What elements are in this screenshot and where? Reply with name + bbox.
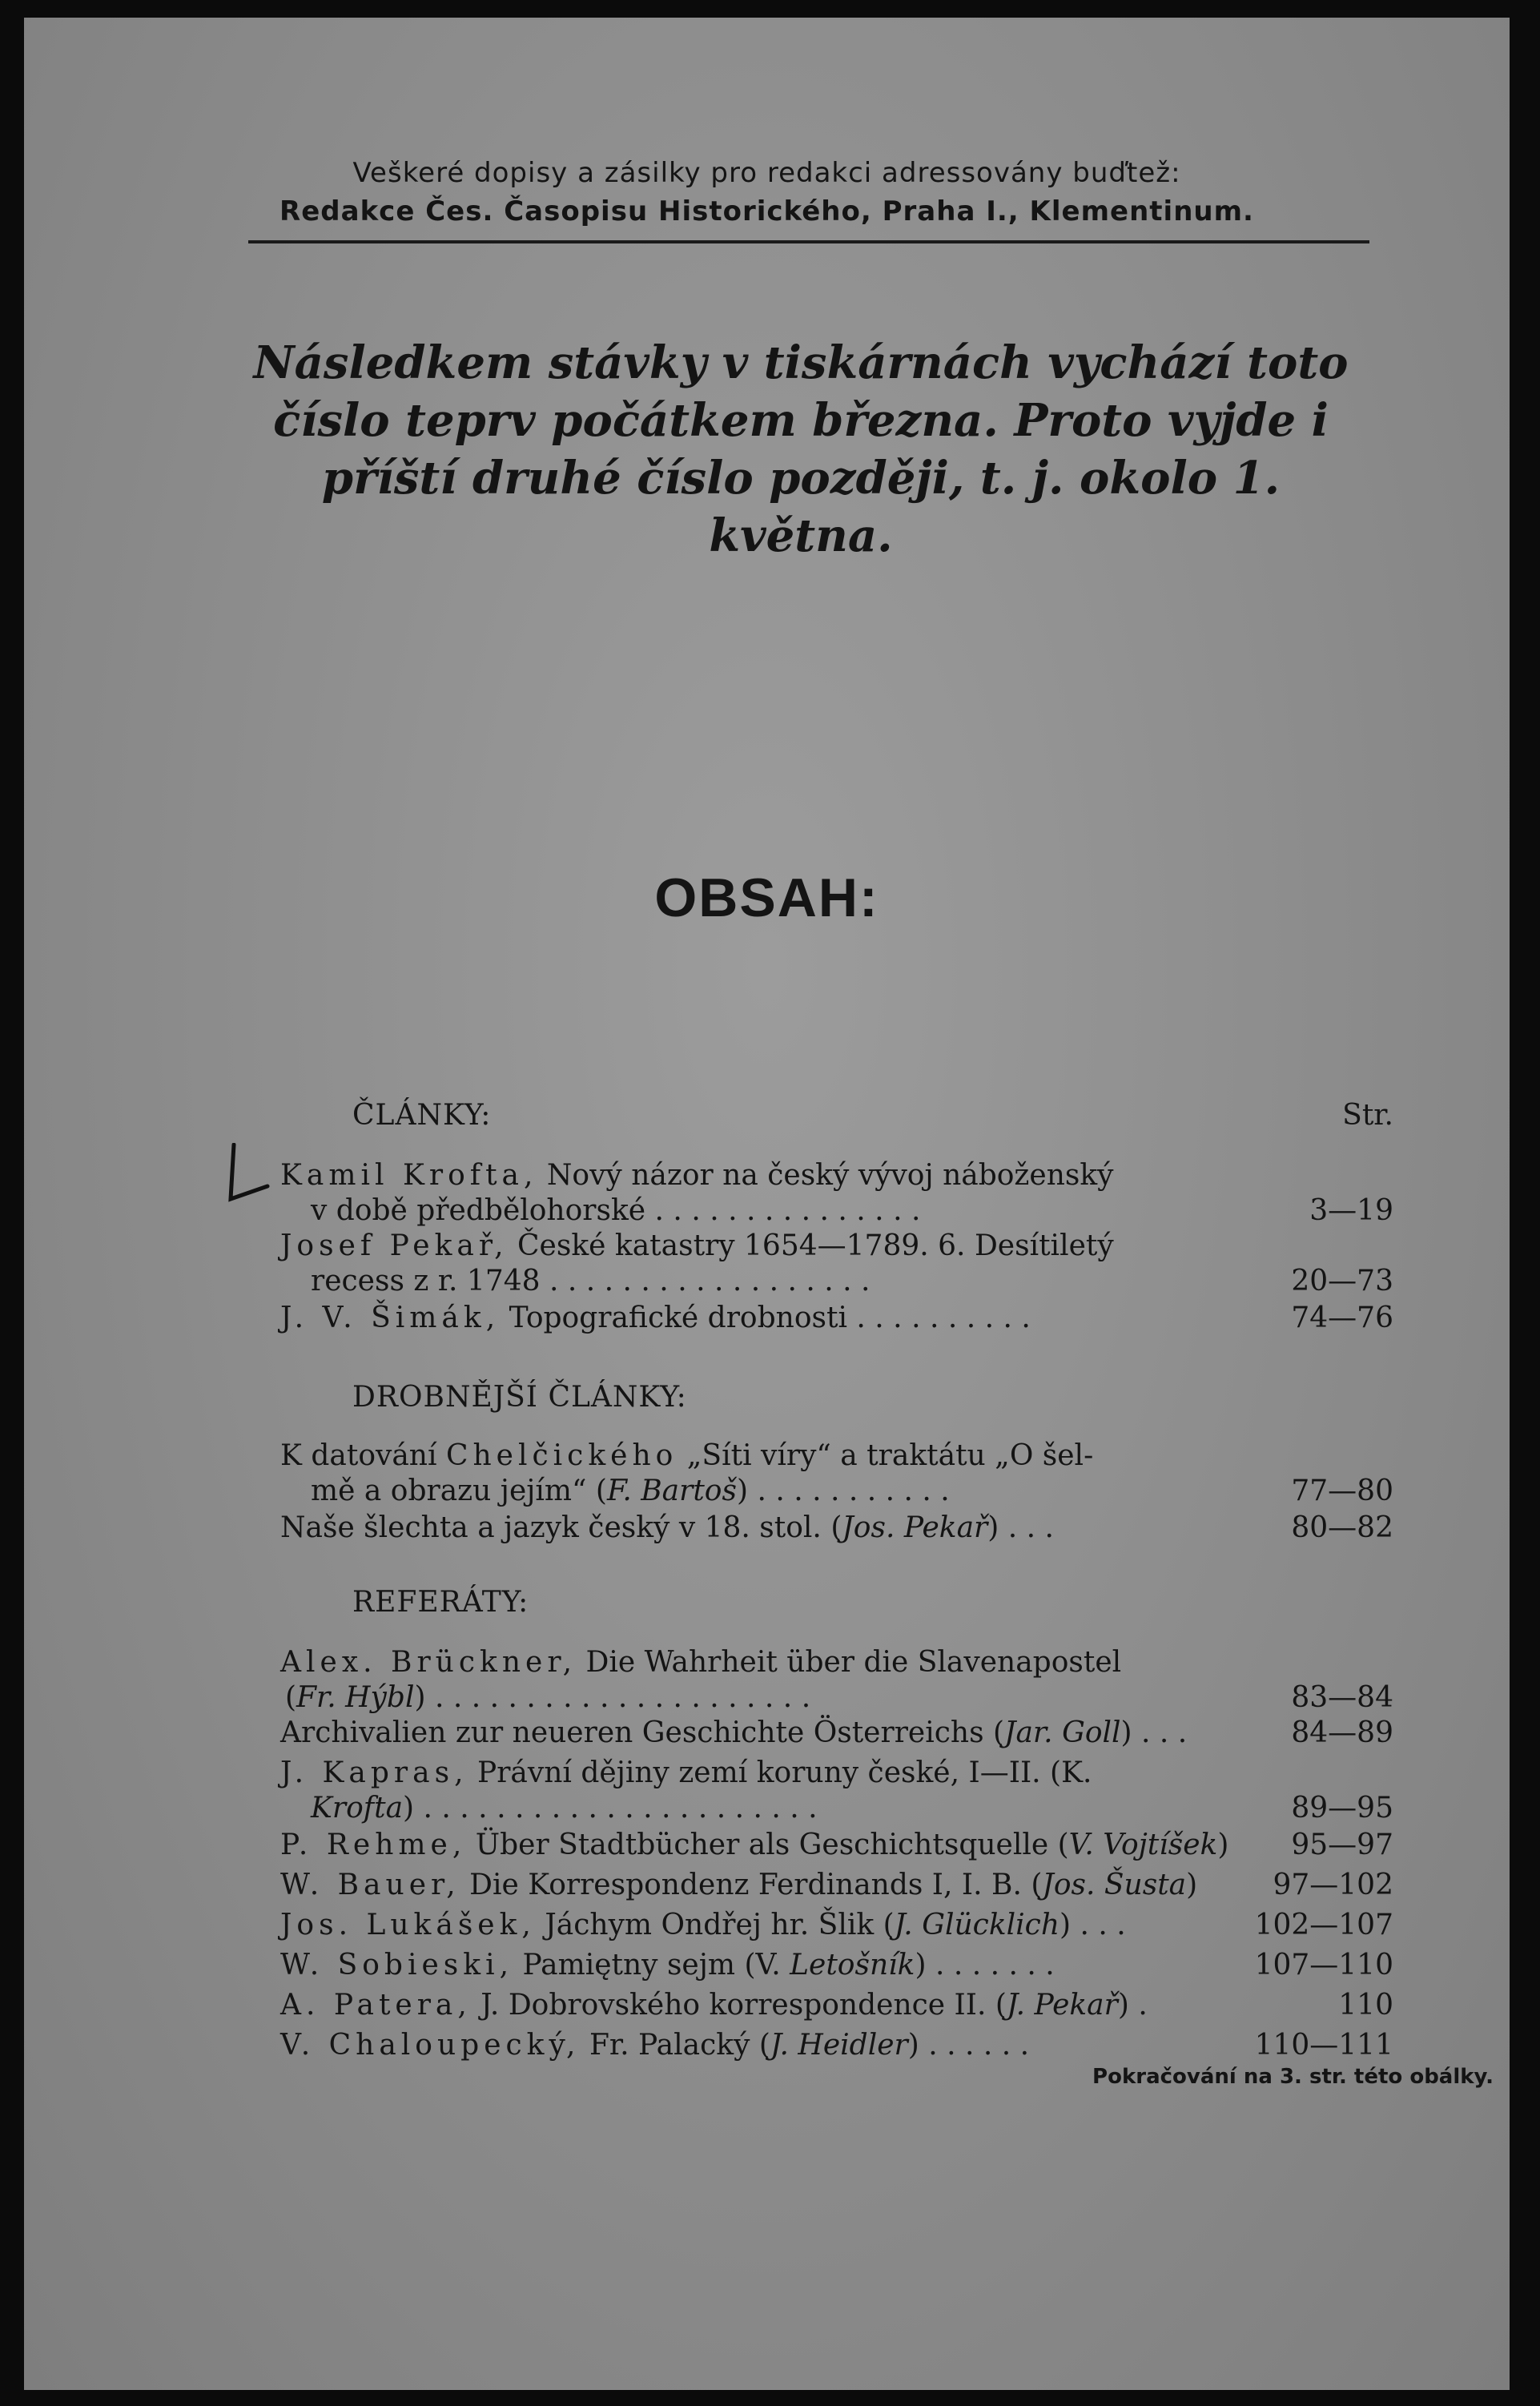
entry-author: Jos. Lukášek,: [280, 1909, 536, 1941]
entry-pages: 74—76: [1291, 1302, 1393, 1334]
entry-title-cont: (: [285, 1681, 297, 1714]
entry-author: W. Bauer,: [280, 1869, 460, 1901]
entry-reviewer: F. Bartoš: [606, 1475, 737, 1507]
pencil-checkmark-icon: [223, 1143, 274, 1215]
entry-pages: 102—107: [1254, 1909, 1393, 1941]
toc-entry[interactable]: [280, 1645, 1393, 1716]
entry-reviewer: Fr. Hýbl: [296, 1681, 415, 1714]
toc-entry[interactable]: [280, 1868, 1393, 1903]
entry-author: P. Rehme,: [280, 1829, 467, 1861]
entry-dots: ) .: [1117, 1989, 1148, 2022]
entry-dots: ) . . .: [987, 1511, 1054, 1544]
toc-entry[interactable]: [280, 1716, 1393, 1751]
entry-pages: 3—19: [1309, 1194, 1393, 1227]
entry-title: České katastry 1654—1789. 6. Desítiletý: [517, 1229, 1114, 1262]
entry-reviewer: Krofta: [311, 1792, 404, 1825]
entry-dots: ) . . .: [1060, 1909, 1126, 1941]
entry-pages: 107—110: [1254, 1949, 1393, 1982]
continuation-note: Pokračování na 3. str. této obálky.: [1092, 2065, 1494, 2089]
entry-author: V. Chaloupecký,: [280, 2029, 581, 2062]
header-rule: [248, 240, 1369, 243]
entry-title: „Síti víry“ a traktátu „O šel-: [686, 1439, 1094, 1472]
entry-pages: 110—111: [1254, 2029, 1393, 2062]
page-title: OBSAH:: [654, 867, 879, 928]
entry-author: J. Kapras,: [280, 1756, 468, 1789]
entry-reviewer: J. Pekař: [1006, 1989, 1118, 2022]
entry-title: Über Stadtbücher als Geschichtsquelle (: [475, 1829, 1069, 1861]
entry-reviewer: J. Glücklich: [894, 1909, 1060, 1941]
entry-title: Pamiętny sejm (V.: [522, 1949, 790, 1982]
entry-dots: ) . . . . . . . . . . .: [736, 1475, 950, 1507]
address-line-1: Veškeré dopisy a zásilky pro redakci adressovány buďtež:: [352, 157, 1181, 189]
entry-reviewer: V. Vojtíšek: [1068, 1829, 1218, 1861]
entry-title: Nový názor na český vývoj náboženský: [546, 1159, 1114, 1192]
entry-title: Naše šlechta a jazyk český v 18. stol. (: [280, 1511, 842, 1544]
entry-reviewer: Jos. Pekař: [842, 1511, 988, 1544]
entry-dots: ) . . . . . . . . . . . . . . . . . . . . . .: [403, 1792, 818, 1825]
entry-title: Archivalien zur neueren Geschichte Österreichs (: [280, 1716, 1005, 1749]
entry-dots: ) . . .: [1120, 1716, 1188, 1749]
address-line-2: Redakce Čes. Časopisu Historického, Praha I., Klementinum.: [279, 195, 1254, 227]
page-column-label: Str.: [1342, 1099, 1393, 1132]
entry-dots: ) . . . . . . . . . . . . . . . . . . . . .: [414, 1681, 811, 1714]
entry-pages: 97—102: [1273, 1869, 1393, 1901]
entry-reviewer: Jos. Šusta: [1042, 1869, 1187, 1901]
entry-pages: 89—95: [1291, 1792, 1393, 1825]
entry-reviewer: Letošník: [790, 1949, 915, 1982]
entry-dots: ) . . . . . . .: [915, 1949, 1055, 1982]
toc-entry[interactable]: [280, 1756, 1393, 1826]
strike-notice: Následkem stávky v tiskárnách vychází toto číslo teprv počátkem března. Proto vyjde i příští druhé číslo později, t. j. okolo 1. května.: [253, 336, 1349, 562]
toc-entry[interactable]: [280, 1158, 1393, 1229]
toc-entry[interactable]: [280, 1438, 1393, 1509]
entry-reviewer: J. Heidler: [770, 2029, 908, 2062]
entry-pages: 83—84: [1291, 1681, 1393, 1714]
toc-entry[interactable]: [280, 1828, 1393, 1863]
entry-author: A. Patera,: [280, 1989, 472, 2022]
entry-pages: 95—97: [1291, 1829, 1393, 1861]
entry-title: Právní dějiny zemí koruny české, I—II. (K.: [476, 1756, 1092, 1789]
entry-title-cont: v době předbělohorské . . . . . . . . . . . . . . .: [311, 1194, 921, 1227]
entry-title-cont: recess z r. 1748 . . . . . . . . . . . . . . . . . .: [311, 1265, 871, 1298]
section-heading-clanky: ČLÁNKY:: [352, 1099, 492, 1132]
entry-dots: ) . . . . . .: [907, 2029, 1030, 2062]
entry-title: Jáchym Ondřej hr. Šlik (: [545, 1909, 895, 1941]
toc-entry[interactable]: [280, 1908, 1393, 1943]
toc-entry[interactable]: [280, 2028, 1393, 2063]
entry-author: J. V. Šimák,: [280, 1302, 501, 1334]
section-heading-referaty: REFERÁTY:: [352, 1586, 529, 1619]
entry-title: Fr. Palacký (: [589, 2029, 770, 2062]
entry-author: Josef Pekař,: [280, 1229, 509, 1262]
entry-author: Alex. Brückner,: [280, 1646, 577, 1679]
entry-title: Die Wahrheit über die Slavenapostel: [585, 1646, 1122, 1679]
entry-dots: ): [1217, 1829, 1229, 1861]
cover-page: [24, 18, 1510, 2390]
entry-title: Die Korrespondenz Ferdinands I, I. B. (: [469, 1869, 1043, 1901]
entry-pages: 20—73: [1291, 1265, 1393, 1298]
toc-entry[interactable]: [280, 1988, 1393, 2023]
entry-author: Kamil Krofta,: [280, 1159, 538, 1192]
entry-title: Topografické drobnosti . . . . . . . . . .: [509, 1302, 1031, 1334]
section-heading-drobnejsi: DROBNĚJŠÍ ČLÁNKY:: [352, 1381, 687, 1414]
entry-title-cont: mě a obrazu jejím“ (: [311, 1475, 607, 1507]
entry-pages: 77—80: [1291, 1475, 1393, 1507]
entry-reviewer: Jar. Goll: [1004, 1716, 1121, 1749]
toc-entry[interactable]: [280, 1301, 1393, 1336]
entry-author: Chelčického: [445, 1439, 678, 1472]
entry-title-prefix: K datování: [280, 1439, 437, 1472]
editorial-address: [24, 154, 1510, 231]
toc-entry[interactable]: [280, 1948, 1393, 1983]
entry-pages: 80—82: [1291, 1511, 1393, 1544]
entry-pages: 110: [1338, 1989, 1393, 2022]
toc-entry[interactable]: [280, 1511, 1393, 1546]
toc-entry[interactable]: [280, 1229, 1393, 1299]
entry-title: J. Dobrovského korrespondence II. (: [480, 1989, 1007, 2022]
entry-dots: ): [1186, 1869, 1198, 1901]
entry-author: W. Sobieski,: [280, 1949, 514, 1982]
entry-pages: 84—89: [1291, 1716, 1393, 1749]
